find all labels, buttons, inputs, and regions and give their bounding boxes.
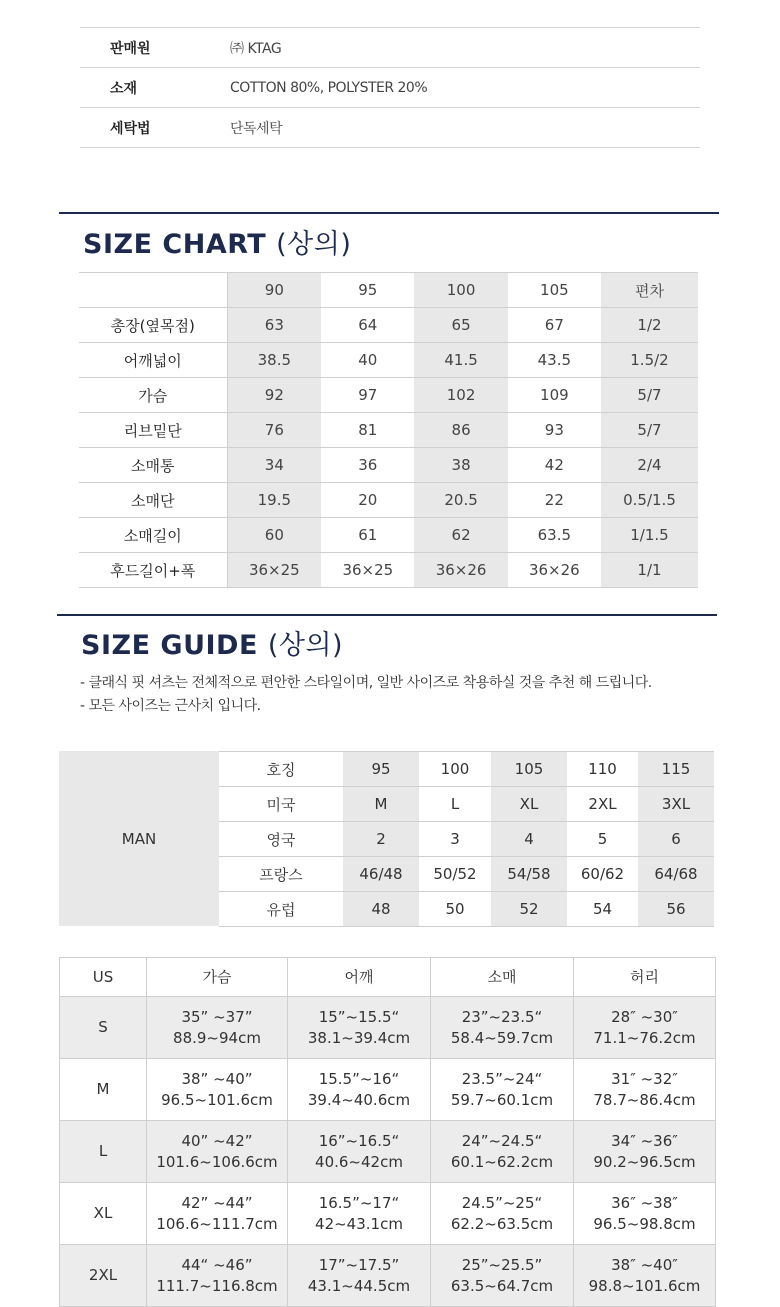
cell-inch: 24”~24.5“ — [461, 1131, 543, 1150]
cell-cm: 63.5~64.7cm — [450, 1276, 554, 1295]
table-cell: 5 — [567, 822, 638, 857]
table-cell: 67 — [508, 308, 601, 343]
table-cell: 50 — [419, 892, 491, 927]
table-cell: 110 — [567, 752, 638, 787]
table-cell: 36×25 — [227, 553, 321, 588]
table-cell: 3XL — [638, 787, 714, 822]
row-label: 후드길이+폭 — [79, 553, 227, 588]
table-cell: 76 — [227, 413, 321, 448]
info-key: 소재 — [110, 80, 138, 97]
table-row — [60, 1245, 716, 1307]
table-cell — [288, 997, 431, 1059]
info-value: COTTON 80%, POLYSTER 20% — [230, 79, 428, 96]
size-chart-heading — [83, 222, 351, 261]
table-cell: 100 — [419, 752, 491, 787]
cell-cm: 90.2~96.5cm — [593, 1152, 696, 1171]
table-cell: 36×26 — [508, 553, 601, 588]
us-header-row — [60, 958, 716, 997]
cell-cm: 96.5~101.6cm — [161, 1090, 273, 1109]
table-cell: 5/7 — [601, 413, 698, 448]
cell-cm: 59.7~60.1cm — [450, 1090, 554, 1109]
table-cell — [574, 1245, 716, 1307]
table-cell: 36×25 — [321, 553, 414, 588]
info-row-partial — [80, 0, 700, 28]
table-cell — [147, 1121, 288, 1183]
table-cell: 61 — [321, 518, 414, 553]
table-row — [219, 857, 714, 892]
section-divider — [59, 212, 719, 214]
table-cell: 0.5/1.5 — [601, 483, 698, 518]
table-cell — [147, 997, 288, 1059]
table-cell: 92 — [227, 378, 321, 413]
man-size-table — [59, 751, 714, 926]
table-cell: 93 — [508, 413, 601, 448]
table-cell: 105 — [491, 752, 567, 787]
size-chart-subtitle: (상의) — [276, 229, 352, 260]
table-row — [219, 822, 714, 857]
cell-inch: 16”~16.5“ — [318, 1131, 400, 1150]
table-cell: 56 — [638, 892, 714, 927]
us-size-table — [59, 957, 716, 1307]
table-cell: 54 — [567, 892, 638, 927]
cell-cm: 111.7~116.8cm — [156, 1276, 278, 1295]
info-key: 세탁법 — [110, 120, 151, 137]
table-row — [79, 483, 698, 518]
table-cell: 1.5/2 — [601, 343, 698, 378]
row-label: 유럽 — [219, 892, 343, 927]
table-cell: 63 — [227, 308, 321, 343]
size-header: 100 — [414, 273, 507, 308]
size-chart-title: SIZE CHART — [83, 229, 267, 260]
table-cell — [288, 1245, 431, 1307]
table-cell: 2XL — [567, 787, 638, 822]
size-header: 90 — [227, 273, 321, 308]
table-cell: 102 — [414, 378, 507, 413]
cell-cm: 60.1~62.2cm — [450, 1152, 554, 1171]
cell-cm: 62.2~63.5cm — [450, 1214, 554, 1233]
table-cell — [431, 1059, 574, 1121]
cell-inch: 28″ ~30″ — [611, 1007, 678, 1026]
table-cell: 62 — [414, 518, 507, 553]
table-cell — [288, 1121, 431, 1183]
table-cell: 1/1 — [601, 553, 698, 588]
cell-inch: 34″ ~36″ — [611, 1131, 678, 1150]
cell-inch: 38″ ~40″ — [611, 1255, 678, 1274]
table-cell: 64/68 — [638, 857, 714, 892]
guide-note: - 모든 사이즈는 근사치 입니다. — [80, 698, 261, 714]
table-cell: 20 — [321, 483, 414, 518]
row-label: 호징 — [219, 752, 343, 787]
info-row-seller — [80, 28, 700, 68]
cell-inch: 23.5”~24“ — [461, 1069, 543, 1088]
table-cell: 38 — [414, 448, 507, 483]
cell-inch: 31″ ~32″ — [611, 1069, 678, 1088]
cell-cm: 88.9~94cm — [173, 1028, 261, 1047]
cell-cm: 40.6~42cm — [315, 1152, 403, 1171]
row-label: 영국 — [219, 822, 343, 857]
size-header: 편차 — [601, 273, 698, 308]
table-cell — [574, 1059, 716, 1121]
table-cell — [431, 1245, 574, 1307]
table-cell: 109 — [508, 378, 601, 413]
table-cell — [574, 1121, 716, 1183]
info-key: 판매원 — [110, 40, 151, 57]
table-cell: 60 — [227, 518, 321, 553]
cell-inch: 24.5”~25“ — [461, 1193, 543, 1212]
table-cell: 40 — [321, 343, 414, 378]
cell-cm: 101.6~106.6cm — [156, 1152, 278, 1171]
cell-inch: 38” ~40” — [181, 1069, 253, 1088]
size-header: 105 — [508, 273, 601, 308]
row-label: 어깨넓이 — [79, 343, 227, 378]
table-cell: 95 — [343, 752, 419, 787]
table-cell — [431, 997, 574, 1059]
size-label: M — [60, 1059, 147, 1121]
table-cell: 38.5 — [227, 343, 321, 378]
table-cell — [431, 1183, 574, 1245]
cell-inch: 42” ~44” — [181, 1193, 253, 1212]
cell-cm: 43.1~44.5cm — [307, 1276, 411, 1295]
table-cell: 46/48 — [343, 857, 419, 892]
cell-inch: 15.5”~16“ — [318, 1069, 400, 1088]
table-row — [219, 787, 714, 822]
table-row — [79, 378, 698, 413]
table-cell: 64 — [321, 308, 414, 343]
row-label: 총장(옆목점) — [79, 308, 227, 343]
table-cell: 5/7 — [601, 378, 698, 413]
table-row — [79, 518, 698, 553]
column-header: US — [60, 958, 147, 997]
table-cell: 2 — [343, 822, 419, 857]
cell-inch: 15”~15.5“ — [318, 1007, 400, 1026]
column-header: 허리 — [574, 958, 716, 997]
size-guide-title: SIZE GUIDE — [81, 630, 258, 661]
table-row — [79, 343, 698, 378]
column-header: 소매 — [431, 958, 574, 997]
table-cell — [288, 1059, 431, 1121]
table-cell: 2/4 — [601, 448, 698, 483]
cell-inch: 36″ ~38″ — [611, 1193, 678, 1212]
table-cell: 4 — [491, 822, 567, 857]
cell-inch: 35” ~37” — [181, 1007, 253, 1026]
table-cell: 36×26 — [414, 553, 507, 588]
size-chart-corner — [79, 273, 227, 308]
cell-cm: 96.5~98.8cm — [593, 1214, 696, 1233]
size-chart-table — [79, 272, 698, 588]
table-row — [60, 1183, 716, 1245]
size-guide-heading — [81, 623, 343, 662]
row-label: 소매단 — [79, 483, 227, 518]
man-label: MAN — [59, 751, 219, 926]
column-header: 가슴 — [147, 958, 288, 997]
table-row — [79, 553, 698, 588]
size-chart-header-row — [79, 273, 698, 308]
table-cell — [147, 1183, 288, 1245]
table-row — [60, 997, 716, 1059]
info-value: 단독세탁 — [230, 120, 283, 137]
table-cell — [147, 1059, 288, 1121]
guide-note: - 클래식 핏 셔츠는 전체적으로 편안한 스타일이며, 일반 사이즈로 착용하실 것을 추천 해 드립니다. — [80, 675, 652, 691]
size-guide-subtitle: (상의) — [267, 630, 344, 661]
table-row — [60, 1059, 716, 1121]
size-header: 95 — [321, 273, 414, 308]
section-divider — [57, 614, 717, 616]
row-label: 미국 — [219, 787, 343, 822]
table-cell: 48 — [343, 892, 419, 927]
cell-inch: 16.5”~17“ — [318, 1193, 400, 1212]
table-row — [219, 752, 714, 787]
table-cell: 52 — [491, 892, 567, 927]
table-cell: 19.5 — [227, 483, 321, 518]
man-grid — [219, 751, 714, 927]
table-cell: 65 — [414, 308, 507, 343]
cell-cm: 106.6~111.7cm — [156, 1214, 278, 1233]
size-label: L — [60, 1121, 147, 1183]
table-cell — [431, 1121, 574, 1183]
info-row-wash — [80, 108, 700, 148]
table-cell: 43.5 — [508, 343, 601, 378]
table-cell: 50/52 — [419, 857, 491, 892]
table-cell: 42 — [508, 448, 601, 483]
size-label: S — [60, 997, 147, 1059]
table-row — [79, 448, 698, 483]
cell-inch: 17”~17.5” — [318, 1255, 400, 1274]
size-guide-notes — [80, 672, 652, 718]
table-cell: 34 — [227, 448, 321, 483]
cell-inch: 25”~25.5” — [461, 1255, 543, 1274]
row-label: 리브밑단 — [79, 413, 227, 448]
cell-cm: 58.4~59.7cm — [450, 1028, 554, 1047]
column-header: 어깨 — [288, 958, 431, 997]
table-cell — [288, 1183, 431, 1245]
table-cell — [147, 1245, 288, 1307]
info-value: ㈜ KTAG — [230, 40, 282, 57]
size-label: XL — [60, 1183, 147, 1245]
row-label: 프랑스 — [219, 857, 343, 892]
cell-cm: 98.8~101.6cm — [588, 1276, 701, 1295]
table-row — [79, 308, 698, 343]
table-cell: 97 — [321, 378, 414, 413]
table-row — [79, 413, 698, 448]
table-cell: 60/62 — [567, 857, 638, 892]
cell-inch: 40” ~42” — [181, 1131, 253, 1150]
row-label: 가슴 — [79, 378, 227, 413]
table-cell: L — [419, 787, 491, 822]
table-cell: 41.5 — [414, 343, 507, 378]
table-row — [60, 1121, 716, 1183]
size-label: 2XL — [60, 1245, 147, 1307]
info-row-material — [80, 68, 700, 108]
table-cell: 6 — [638, 822, 714, 857]
table-cell: 54/58 — [491, 857, 567, 892]
table-cell: 86 — [414, 413, 507, 448]
table-cell: 20.5 — [414, 483, 507, 518]
table-cell: XL — [491, 787, 567, 822]
table-cell: 81 — [321, 413, 414, 448]
table-cell: M — [343, 787, 419, 822]
product-info-table — [80, 0, 700, 148]
cell-cm: 38.1~39.4cm — [307, 1028, 411, 1047]
cell-inch: 23”~23.5“ — [461, 1007, 543, 1026]
cell-cm: 42~43.1cm — [315, 1214, 403, 1233]
cell-cm: 78.7~86.4cm — [593, 1090, 696, 1109]
table-cell — [574, 1183, 716, 1245]
table-cell: 1/2 — [601, 308, 698, 343]
cell-cm: 71.1~76.2cm — [593, 1028, 696, 1047]
table-cell: 36 — [321, 448, 414, 483]
table-cell: 1/1.5 — [601, 518, 698, 553]
table-cell — [574, 997, 716, 1059]
table-row — [219, 892, 714, 927]
table-cell: 22 — [508, 483, 601, 518]
table-cell: 3 — [419, 822, 491, 857]
table-cell: 63.5 — [508, 518, 601, 553]
row-label: 소매통 — [79, 448, 227, 483]
cell-inch: 44“ ~46” — [181, 1255, 253, 1274]
row-label: 소매길이 — [79, 518, 227, 553]
table-cell: 115 — [638, 752, 714, 787]
cell-cm: 39.4~40.6cm — [307, 1090, 411, 1109]
